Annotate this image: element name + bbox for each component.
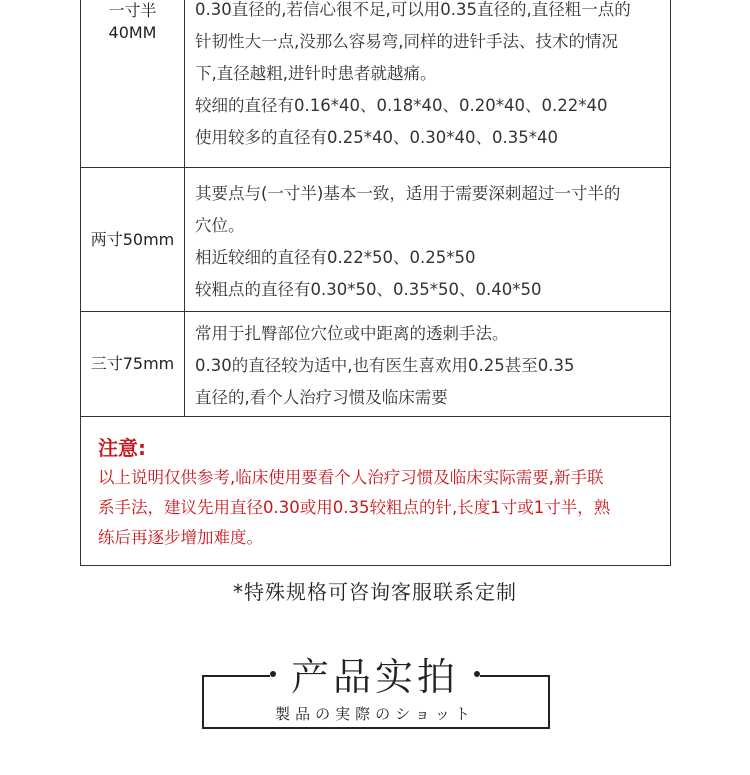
size-cell xyxy=(81,312,185,416)
desc-cell xyxy=(185,0,670,167)
desc-line: 使用较多的直径有0.25*40、0.30*40、0.35*40 xyxy=(195,128,558,147)
size-cell xyxy=(81,0,185,167)
desc-line: 相近较细的直径有0.22*50、0.25*50 xyxy=(195,248,476,267)
desc-line: 0.30直径的,若信心很不足,可以用0.35直径的,直径粗一点的 xyxy=(195,0,631,19)
spec-row-50mm xyxy=(81,168,670,312)
desc-line: 针韧性大一点,没那么容易弯,同样的进针手法、技术的情况 xyxy=(195,32,618,51)
desc-line: 0.30的直径较为适中,也有医生喜欢用0.25甚至0.35 xyxy=(195,356,575,375)
product-photo-header xyxy=(200,655,550,730)
spec-table xyxy=(80,0,671,566)
desc-line: 其要点与(一寸半)基本一致，适用于需要深刺超过一寸半的 xyxy=(195,184,621,203)
notice-line: 以上说明仅供参考,临床使用要看个人治疗习惯及临床实际需要,新手联 xyxy=(98,468,604,487)
notice-title: 注意: xyxy=(98,436,146,460)
desc-cell xyxy=(185,312,670,416)
desc-line: 常用于扎臀部位穴位或中距离的透刺手法。 xyxy=(195,324,509,343)
desc-line: 较细的直径有0.16*40、0.18*40、0.20*40、0.22*40 xyxy=(195,96,608,115)
desc-line: 下,直径越粗,进针时患者就越痛。 xyxy=(195,64,437,83)
notice-body xyxy=(98,463,654,553)
size-label: 一寸半 xyxy=(108,1,157,20)
notice-box xyxy=(81,417,670,566)
size-label: 三寸75mm xyxy=(90,354,175,373)
size-label: 40MM xyxy=(108,23,157,42)
notice-line: 练后再逐步增加难度。 xyxy=(98,528,263,547)
desc-line: 直径的,看个人治疗习惯及临床需要 xyxy=(195,388,448,407)
section-title: 产品实拍 xyxy=(290,655,459,699)
size-label: 两寸50mm xyxy=(90,229,175,249)
custom-order-note: *特殊规格可咨询客服联系定制 xyxy=(233,580,517,604)
desc-line: 较粗点的直径有0.30*50、0.35*50、0.40*50 xyxy=(195,280,542,299)
desc-cell xyxy=(185,168,670,311)
spec-row-75mm xyxy=(81,312,670,417)
desc-line: 穴位。 xyxy=(195,216,245,235)
notice-line: 系手法，建议先用直径0.30或用0.35较粗点的针,长度1寸或1寸半，熟 xyxy=(98,498,611,517)
spec-row-40mm xyxy=(81,0,670,168)
section-subtitle: 製品の実際のショット xyxy=(275,705,475,723)
size-cell xyxy=(81,168,185,311)
